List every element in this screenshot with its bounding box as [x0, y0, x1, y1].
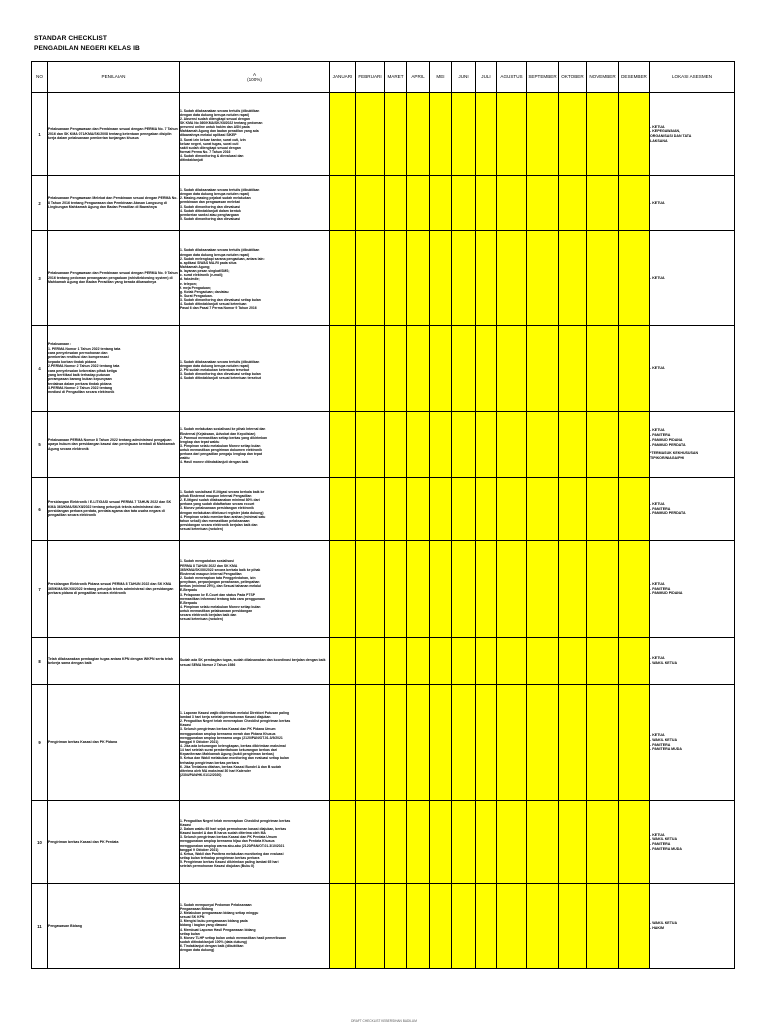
penilaian-text: Pelaksanaan PERMA Nomor 8 Tahun 2022 tentang administrasi pengajuan upaya hukum dan persidangan kasasi dan peninjauan kembali di Mahkamah Agung secara elektronik: [48, 437, 176, 451]
lokasi-line: *TERMASUK KEKHUSUSAN: [650, 451, 699, 456]
month-score-cell[interactable]: [527, 231, 559, 326]
lokasi-line: - KETUA: [650, 428, 665, 433]
month-score-cell[interactable]: [587, 478, 619, 541]
month-score-cell[interactable]: [407, 801, 430, 884]
month-score-cell[interactable]: [430, 801, 452, 884]
header-month: OKTOBER: [559, 62, 587, 93]
penilaian-text: Persidangan Elektronik Pidana sesuai PERMA 8 TAHUN 2022 dan SK KMA 365/KMA/SK/XII/2022 tentang petunjuk teknis administrasi dan persidangan perkara pidana di pengadilan secara elektronik: [48, 582, 174, 596]
lokasi-cell: [650, 884, 735, 969]
checklist-row: [32, 326, 735, 412]
lokasi-line: - PANMUD PERDATA: [650, 442, 686, 447]
penilaian-cell: [48, 231, 180, 326]
month-score-cell[interactable]: [452, 541, 476, 638]
checklist-row: [32, 176, 735, 231]
month-score-cell[interactable]: [497, 412, 527, 478]
month-score-cell[interactable]: [385, 326, 407, 412]
month-score-cell[interactable]: [587, 412, 619, 478]
penilaian-cell: [48, 884, 180, 969]
month-score-cell[interactable]: [587, 541, 619, 638]
lokasi-cell: [650, 541, 735, 638]
checklist-table: [31, 61, 735, 969]
lokasi-cell: [650, 231, 735, 326]
month-score-cell[interactable]: [587, 685, 619, 801]
month-score-cell[interactable]: [527, 326, 559, 412]
checklist-row: [32, 541, 735, 638]
lokasi-line: - PANITERA MUDA: [650, 747, 682, 752]
month-score-cell[interactable]: [476, 326, 497, 412]
month-score-cell[interactable]: [619, 326, 650, 412]
row-number: 11: [32, 884, 48, 969]
row-number: 3: [32, 231, 48, 326]
lokasi-cell: [650, 176, 735, 231]
lokasi-line: - KETUA: [650, 124, 665, 129]
month-score-cell[interactable]: [587, 176, 619, 231]
month-score-cell[interactable]: [587, 326, 619, 412]
lokasi-cell: [650, 478, 735, 541]
month-score-cell[interactable]: [587, 638, 619, 685]
criteria-text: 1. Sudah mempunyai Pedoman Pelaksanaan Pengawasan Bidang 2. Melakukan pengawasan bidang setiap minggu sesuai SK KPN 3. Mengisi buku pengawasan bidang pada bidang / bagian yang diawasi 4. Membuat Laporan Hasil Pengawasan bidang setiap bulan 5. Monev TLHP setiap bulan untuk memastikan hasil pemeriksaan sudah ditindaklanjuti 100% (data dukung) 6. Tindaklanjut dengan baik (dibuktikan dengan data dukung): [180, 902, 287, 953]
month-score-cell[interactable]: [587, 801, 619, 884]
month-score-cell[interactable]: [330, 685, 356, 801]
month-score-cell[interactable]: [407, 412, 430, 478]
month-score-cell[interactable]: [527, 884, 559, 969]
lokasi-line: - PANITERA MUDA: [650, 846, 682, 851]
criteria-cell: [180, 326, 330, 412]
month-score-cell[interactable]: [385, 884, 407, 969]
lokasi-line: - WAKIL KETUA: [650, 921, 678, 926]
header-month: MARET: [385, 62, 407, 93]
month-score-cell[interactable]: [407, 541, 430, 638]
month-score-cell[interactable]: [385, 93, 407, 176]
lokasi-line: - WAKIL KETUA: [650, 837, 678, 842]
month-score-cell[interactable]: [330, 801, 356, 884]
lokasi-line: - KETUA: [650, 366, 665, 371]
month-score-cell[interactable]: [559, 176, 587, 231]
month-score-cell[interactable]: [527, 176, 559, 231]
criteria-text: 1. Sudah dilaksanakan secara tertulis (dibuktikan dengan data dukung berupa notulen rapat) 2. Masing-masing pejabat sudah melakukan pembinaan dan pengawasan melekat 3. Sudah dimonitoring dan dievaluasi 4. Sudah ditindaklanjuti dalam bentuk pemberian sanksi atau penghargaan 5. Sudah dimonitoring dan dievaluasi: [180, 187, 260, 221]
lokasi-line: - KEPEGAWAIAN,: [650, 129, 681, 134]
month-score-cell[interactable]: [356, 801, 385, 884]
row-number: 1: [32, 93, 48, 176]
month-score-cell[interactable]: [476, 93, 497, 176]
header-lokasi: LOKASI ASESMEN: [650, 62, 735, 93]
criteria-text: 1. Sudah sosialisasi E-litigasi secara berkala baik ke pihak Eksternal maupun Internal Pengadilan 2. E-litigasi sudah dilaksanakan minimal 80% dari perkara yang sudah didaftarkan secara ecourt 3. Monev pelaksanaan persidangan elektronik dengan melakukan ditelusuri register (data dukung) 4. Pimpinan selalu memberikan arahan (minimal satu tahun sekali) dan memastikan pelaksanaan persidangan secara elektronik berjalan baik dan sesuai ketentuan (notulen): [180, 489, 266, 532]
month-score-cell[interactable]: [476, 541, 497, 638]
month-score-cell[interactable]: [356, 326, 385, 412]
month-score-cell[interactable]: [430, 93, 452, 176]
month-score-cell[interactable]: [330, 93, 356, 176]
month-score-cell[interactable]: [476, 685, 497, 801]
lokasi-line: - PANITERA: [650, 506, 671, 511]
month-score-cell[interactable]: [385, 478, 407, 541]
month-score-cell[interactable]: [619, 685, 650, 801]
header-a: [180, 62, 330, 93]
month-score-cell[interactable]: [407, 478, 430, 541]
month-score-cell[interactable]: [587, 231, 619, 326]
lokasi-line: - PANMUD PIDANA: [650, 591, 683, 596]
month-score-cell[interactable]: [430, 884, 452, 969]
month-score-cell[interactable]: [356, 884, 385, 969]
header-a-percent: (100%): [247, 77, 262, 82]
header-month: SEPTEMBER: [527, 62, 559, 93]
month-score-cell[interactable]: [385, 685, 407, 801]
lokasi-cell: [650, 685, 735, 801]
criteria-text: Sudah ada SK pembagian tugas, sudah dilaksanakan dan koordinasi berjalan dengan baik sesuai SEMA Nomor 2 Tahun 1986: [180, 658, 326, 667]
row-number: 5: [32, 412, 48, 478]
penilaian-text: Persidangan Elektronik / E-LITIGASI sesuai PERMA 7 TAHUN 2022 dan SK KMA 363/KMA/SK/XII/2022 tentang petunjuk teknis administrasi dan persidangan perkara perdata, perdata agama dan tata usaha negara di pengadilan secara elektronik: [48, 500, 172, 518]
criteria-cell: [180, 93, 330, 176]
lokasi-line: - KETUA: [650, 832, 665, 837]
penilaian-text: Pengawasan Bidang: [48, 923, 83, 928]
lokasi-cell: [650, 412, 735, 478]
checklist-row: [32, 478, 735, 541]
month-score-cell[interactable]: [527, 412, 559, 478]
month-score-cell[interactable]: [527, 801, 559, 884]
month-score-cell[interactable]: [527, 685, 559, 801]
header-month: JULI: [476, 62, 497, 93]
lokasi-line: - PANMUD PERDATA: [650, 511, 686, 516]
month-score-cell[interactable]: [476, 412, 497, 478]
month-score-cell[interactable]: [619, 638, 650, 685]
month-score-cell[interactable]: [430, 412, 452, 478]
month-score-cell[interactable]: [330, 541, 356, 638]
checklist-row: [32, 801, 735, 884]
criteria-cell: [180, 638, 330, 685]
criteria-text: 1. Laporan Kasasi wajib dikirimkan melalui Direktori Putusan paling lambat 3 hari kerja setelah permohonan Kasasi diajukan 2. Pengadilan Negeri telah menerapkan Checklist pengiriman berkas Kasasi 3. Seluruh pengiriman berkas Kasasi dan PK Pidana Umum menggunakan amplop berwarna merah dan Pidana Khusus menggunakan amplop berwarna ungu (2120/PAN/OT.01.3/9/2021 tanggal 9 Oktober 2021) 4. Jika ada kekurangan kelengkapan, berkas dikirimkan maksimal 14 hari setelah surat pemberitahuan kekurangan berkas dari Kepaniteraan Mahkamah Agung (bukti pengiriman berkas) 5. Ketua dan Wakil melakukan monitoring dan evaluasi setiap bulan terhadap pengiriman berkas perkara 6. Jika Terdakwa ditahan, berkas Kasasi Bundel A dan B sudah diterima oleh MA maksimal 30 hari Kalender (2304/PAN/HK.01/12/2020): [180, 710, 291, 777]
row-number: 6: [32, 478, 48, 541]
month-score-cell[interactable]: [452, 231, 476, 326]
month-score-cell[interactable]: [330, 176, 356, 231]
penilaian-cell: [48, 93, 180, 176]
month-score-cell[interactable]: [330, 326, 356, 412]
lokasi-line: - KETUA: [650, 581, 665, 586]
penilaian-cell: [48, 685, 180, 801]
header-month: AGUSTUS: [497, 62, 527, 93]
month-score-cell[interactable]: [407, 638, 430, 685]
month-score-cell[interactable]: [356, 541, 385, 638]
month-score-cell[interactable]: [356, 685, 385, 801]
lokasi-cell: [650, 93, 735, 176]
month-score-cell[interactable]: [385, 638, 407, 685]
penilaian-cell: [48, 801, 180, 884]
criteria-cell: [180, 176, 330, 231]
month-score-cell[interactable]: [356, 478, 385, 541]
month-score-cell[interactable]: [559, 801, 587, 884]
checklist-row: [32, 93, 735, 176]
penilaian-text: Pelaksanaan Pengawasan dan Pembinaan sesuai dengan PERMA No. 9 Tahun 2016 tentang pedoman penanganan pengaduan (whistleblowing system) di Mahkamah Agung dan Badan Peradilan yang berada dibawahnya: [48, 271, 178, 285]
header-penilaian: PENILAIAN: [48, 62, 180, 93]
penilaian-text: Telah dilaksanakan pembagian tugas antara KPN dengan WKPN serta telah bekerja sama dengan baik: [48, 656, 173, 665]
month-score-cell[interactable]: [619, 884, 650, 969]
month-score-cell[interactable]: [497, 541, 527, 638]
month-score-cell[interactable]: [430, 685, 452, 801]
row-number: 4: [32, 326, 48, 412]
document-title: STANDAR CHECKLIST: [34, 35, 108, 42]
header-a-letter: A: [252, 71, 257, 77]
row-number: 10: [32, 801, 48, 884]
month-score-cell[interactable]: [619, 412, 650, 478]
month-score-cell[interactable]: [527, 93, 559, 176]
month-score-cell[interactable]: [385, 176, 407, 231]
month-score-cell[interactable]: [559, 231, 587, 326]
month-score-cell[interactable]: [356, 93, 385, 176]
month-score-cell[interactable]: [587, 93, 619, 176]
month-score-cell[interactable]: [452, 478, 476, 541]
document-subtitle: PENGADILAN NEGERI KELAS IB: [34, 45, 140, 52]
lokasi-cell: [650, 801, 735, 884]
penilaian-text: Pelaksanaan Pengawasan dan Pembinaan sesuai dengan PERMA No. 7 Tahun 2016 dan SK KMA 071/KMA/SK/2008 tentang ketentuan penegakan disiplin kerja dalam pelaksanaan pemberian tunjangan khusus: [48, 127, 178, 141]
penilaian-cell: [48, 412, 180, 478]
month-score-cell[interactable]: [452, 884, 476, 969]
header-row: [32, 62, 735, 93]
month-score-cell[interactable]: [527, 638, 559, 685]
month-score-cell[interactable]: [430, 638, 452, 685]
checklist-row: [32, 884, 735, 969]
month-score-cell[interactable]: [497, 801, 527, 884]
month-score-cell[interactable]: [476, 478, 497, 541]
month-score-cell[interactable]: [559, 685, 587, 801]
header-month: FEBRUARI: [356, 62, 385, 93]
checklist-row: [32, 412, 735, 478]
month-score-cell[interactable]: [497, 638, 527, 685]
header-month: APRIL: [407, 62, 430, 93]
month-score-cell[interactable]: [385, 412, 407, 478]
month-score-cell[interactable]: [407, 884, 430, 969]
row-number: 2: [32, 176, 48, 231]
month-score-cell[interactable]: [356, 176, 385, 231]
lokasi-line: - PANITERA: [650, 433, 671, 438]
lokasi-line: - WAKIL KETUA: [650, 661, 678, 665]
month-score-cell[interactable]: [330, 638, 356, 685]
month-score-cell[interactable]: [476, 884, 497, 969]
criteria-cell: [180, 478, 330, 541]
month-score-cell[interactable]: [385, 231, 407, 326]
lokasi-line: - KETUA: [650, 275, 665, 280]
month-score-cell[interactable]: [452, 412, 476, 478]
month-score-cell[interactable]: [430, 478, 452, 541]
lokasi-line: - KETUA: [650, 733, 665, 738]
month-score-cell[interactable]: [430, 231, 452, 326]
lokasi-line: - PANITERA: [650, 742, 671, 747]
month-score-cell[interactable]: [407, 231, 430, 326]
month-score-cell[interactable]: [497, 231, 527, 326]
month-score-cell[interactable]: [476, 801, 497, 884]
criteria-text: 1. Pengadilan Negeri telah menerapkan Checklist pengiriman berkas Kasasi 2. Dalam waktu 65 hari sejak permohonan kasasi diajukan, berkas Kasasi bundel A dan B harus sudah diterima oleh MA 3. Seluruh pengiriman berkas Kasasi dan PK Perdata Umum menggunakan amplop berwarna hijau dan Perdata Khusus menggunakan amplop warna abu-abu (2120/PAN/OT.01.3/10/2021 tanggal 9 Oktober 2021) 4. Ketua, Wakil dan Panitera melakukan monitoring dan evaluasi setiap bulan terhadap pengiriman berkas perkara 5. Pengiriman berkas Kasasi dikirimkan paling lambat 65 hari setelah permohonan Kasasi diajukan (Buku II): [180, 818, 291, 869]
month-score-cell[interactable]: [559, 326, 587, 412]
month-score-cell[interactable]: [356, 412, 385, 478]
month-score-cell[interactable]: [330, 231, 356, 326]
header-no: NO: [32, 62, 48, 93]
month-score-cell[interactable]: [619, 478, 650, 541]
month-score-cell[interactable]: [330, 884, 356, 969]
penilaian-cell: [48, 478, 180, 541]
month-score-cell[interactable]: [497, 884, 527, 969]
criteria-cell: [180, 412, 330, 478]
month-score-cell[interactable]: [559, 884, 587, 969]
month-score-cell[interactable]: [385, 541, 407, 638]
month-score-cell[interactable]: [559, 638, 587, 685]
month-score-cell[interactable]: [356, 638, 385, 685]
month-score-cell[interactable]: [452, 801, 476, 884]
month-score-cell[interactable]: [497, 478, 527, 541]
month-score-cell[interactable]: [430, 176, 452, 231]
penilaian-text: Pelaksanaan : 1. PERMA Nomor 1 Tahun 2022 tentang tata cara penyelesaian permohonan dan pemberian restitusi dan kompensasi kepada korban tindak pidana 2.PERMA Nomor 2 Tahun 2022 tentang tata cara penyelesaian keberatan pihak ketiga yang beritikad baik terhadap putusan perampasan barang bukan kepunyaan terdakwa dalam perkara tindak pidana 3.PERMA Nomor 2 Tahun 2022 tentang mediasi di Pengadilan secara elektronik: [48, 342, 121, 395]
header-month: NOVEMBER: [587, 62, 619, 93]
lokasi-line: - KETUA: [650, 656, 665, 661]
month-score-cell[interactable]: [497, 176, 527, 231]
penilaian-cell: [48, 541, 180, 638]
row-number: 8: [32, 638, 48, 685]
criteria-text: 1. Sudah melakukan sosialisasi ke pihak Internal dan Eksternal (Kejaksaan, Advokat dan Kepolisian) 2. Panmud memastikan setiap berkas yang dikirimkan lengkap dan tepat waktu 3. Pimpinan selalu melakukan Monev setiap bulan untuk memastikan pengiriman dokumen elektronik perkara dari pengadilan pengaju lengkap dan tepat waktu 4. Hasil monev ditindaklanjuti dengan baik: [180, 427, 268, 465]
criteria-text: 1. Sudah dilaksanakan secara tertulis (dibuktikan dengan data dukung berupa notulen rapat) 2. Absensi sudah dilengkapi sesuai dengan SK KMA No 360/KMA/SK/XII/2022 tentang pedoman presensi online untuk hakim dan ASN pada Mahkamah Agung dan badan peradilan yang ada dibawahnya melalui aplikasi SIKEP 3. Surat izin keluar kantor, surat cuti, izin keluar negeri, surat tugas, surat cuti sakit sudah dilengkapi sesuai dengan format Perma No. 7 Tahun 2016 4. Sudah dimonitoring & dievaluasi dan ditindaklanjuti: [180, 108, 263, 163]
penilaian-cell: [48, 326, 180, 412]
lokasi-line: - PANITERA: [650, 586, 671, 591]
criteria-cell: [180, 231, 330, 326]
month-score-cell[interactable]: [559, 541, 587, 638]
month-score-cell[interactable]: [476, 176, 497, 231]
checklist-row: [32, 638, 735, 685]
lokasi-line: - KETUA: [650, 200, 665, 205]
month-score-cell[interactable]: [452, 326, 476, 412]
month-score-cell[interactable]: [476, 231, 497, 326]
criteria-text: 1. Sudah dilaksanakan secara tertulis (dibuktikan dengan data dukung berupa notulen rapat) 2. PN sudah melakukan ketentuan tersebut 3. Sudah dimonitoring dan dievaluasi setiap bulan 4. Sudah ditindaklanjuti sesuai ketentuan tersebut: [180, 359, 261, 381]
criteria-cell: [180, 685, 330, 801]
month-score-cell[interactable]: [527, 478, 559, 541]
criteria-text: 1. Sudah mengadakan sosialisasi PERMA 8 TAHUN 2022 dan SK KMA 365/KMA/SK/XII/2022 secara berkala baik ke pihak Eksternal maupun Internal Pengadilan 2. Sudah menerapkan tata Penggeledahan, izin penyitaan, perpanjangan penahanan, pelimpahan berkas (minimal 25%), dan Sesuai tahanan melalui E-Berpadu 3. Pelaporan ke E-Court dan status Pada PTSP memastikan informasi tentang tata cara penggunaan E-Berpadu 4. Pimpinan selalu melakukan Monev setiap bulan untuk memastikan pelaksanaan persidangan secara elektronik berjalan baik dan sesuai ketentuan (notulen): [180, 559, 265, 622]
criteria-cell: [180, 884, 330, 969]
penilaian-text: Pengiriman berkas Kasasi dan PK Pidana: [48, 740, 118, 745]
lokasi-line: - WAKIL KETUA: [650, 737, 678, 742]
checklist-body: [32, 93, 735, 969]
header-month: MEI: [430, 62, 452, 93]
month-score-cell[interactable]: [476, 638, 497, 685]
month-score-cell[interactable]: [559, 93, 587, 176]
month-score-cell[interactable]: [452, 638, 476, 685]
header-month: JANUARI: [330, 62, 356, 93]
month-score-cell[interactable]: [330, 478, 356, 541]
lokasi-line: - HAKIM: [650, 926, 664, 930]
month-score-cell[interactable]: [497, 326, 527, 412]
month-score-cell[interactable]: [385, 801, 407, 884]
page-footer: DRAFT CHECKLIST KEBERSIHAN BADILUM: [351, 1019, 417, 1023]
month-score-cell[interactable]: [619, 93, 650, 176]
month-score-cell[interactable]: [619, 801, 650, 884]
penilaian-cell: [48, 176, 180, 231]
row-number: 9: [32, 685, 48, 801]
month-score-cell[interactable]: [452, 685, 476, 801]
lokasi-line: - PANMUD PIDANA: [650, 437, 683, 442]
header-month: DESEMBER: [619, 62, 650, 93]
month-score-cell[interactable]: [430, 541, 452, 638]
month-score-cell[interactable]: [407, 176, 430, 231]
criteria-text: 1. Sudah dilaksanakan secara tertulis (dibuktikan dengan data dukung berupa notulen rapat) 2. Sudah melengkapi sarana pengaduan, antara lain: a. aplikasi SIWAS MA-RI pada situs Mahkamah Agung; b. layanan pesan singkat/SMS; c. surat elektronik (e-mail); d. faksimile; e. telepon; f. meja Pengaduan; g. Kotak Pengaduan; dan/atau h. Surat Pengaduan. 3. Sudah dimonitoring dan dievaluasi setiap bulan 4. Sudah ditindaklanjuti sesuai ketentuan Pasal 6 dan Pasal 7 Perma Nomor 9 Tahun 2016: [180, 248, 265, 311]
header-month: JUNI: [452, 62, 476, 93]
month-score-cell[interactable]: [407, 93, 430, 176]
lokasi-line: - KETUA: [650, 501, 665, 506]
month-score-cell[interactable]: [527, 541, 559, 638]
checklist-row: [32, 685, 735, 801]
penilaian-text: Pelaksanaan Pengawasan Melekat dan Pembinaan sesuai dengan PERMA No. 8 Tahun 2016 tentang Pengawasan dan Pembinaan Atasan Langsung di Lingkungan Mahkamah Agung dan Badan Peradilan di Bawahnya: [48, 196, 178, 210]
criteria-cell: [180, 801, 330, 884]
month-score-cell[interactable]: [559, 478, 587, 541]
month-score-cell[interactable]: [619, 176, 650, 231]
criteria-cell: [180, 541, 330, 638]
month-score-cell[interactable]: [430, 326, 452, 412]
lokasi-line: ORGANISASI DAN TATA: [650, 134, 692, 138]
lokasi-cell: [650, 638, 735, 685]
month-score-cell[interactable]: [407, 685, 430, 801]
month-score-cell[interactable]: [497, 685, 527, 801]
lokasi-line: TIPIKOR/NIAGA/PHI: [650, 455, 685, 460]
row-number: 7: [32, 541, 48, 638]
month-score-cell[interactable]: [587, 884, 619, 969]
month-score-cell[interactable]: [407, 326, 430, 412]
month-score-cell[interactable]: [452, 176, 476, 231]
month-score-cell[interactable]: [559, 412, 587, 478]
month-score-cell[interactable]: [356, 231, 385, 326]
month-score-cell[interactable]: [452, 93, 476, 176]
lokasi-line: - PANITERA: [650, 842, 671, 846]
lokasi-cell: [650, 326, 735, 412]
lokasi-line: LAKSANA: [650, 138, 668, 143]
month-score-cell[interactable]: [619, 541, 650, 638]
checklist-row: [32, 231, 735, 326]
month-score-cell[interactable]: [497, 93, 527, 176]
month-score-cell[interactable]: [330, 412, 356, 478]
month-score-cell[interactable]: [619, 231, 650, 326]
penilaian-cell: [48, 638, 180, 685]
penilaian-text: Pengiriman berkas Kasasi dan PK Perdata: [48, 839, 119, 844]
